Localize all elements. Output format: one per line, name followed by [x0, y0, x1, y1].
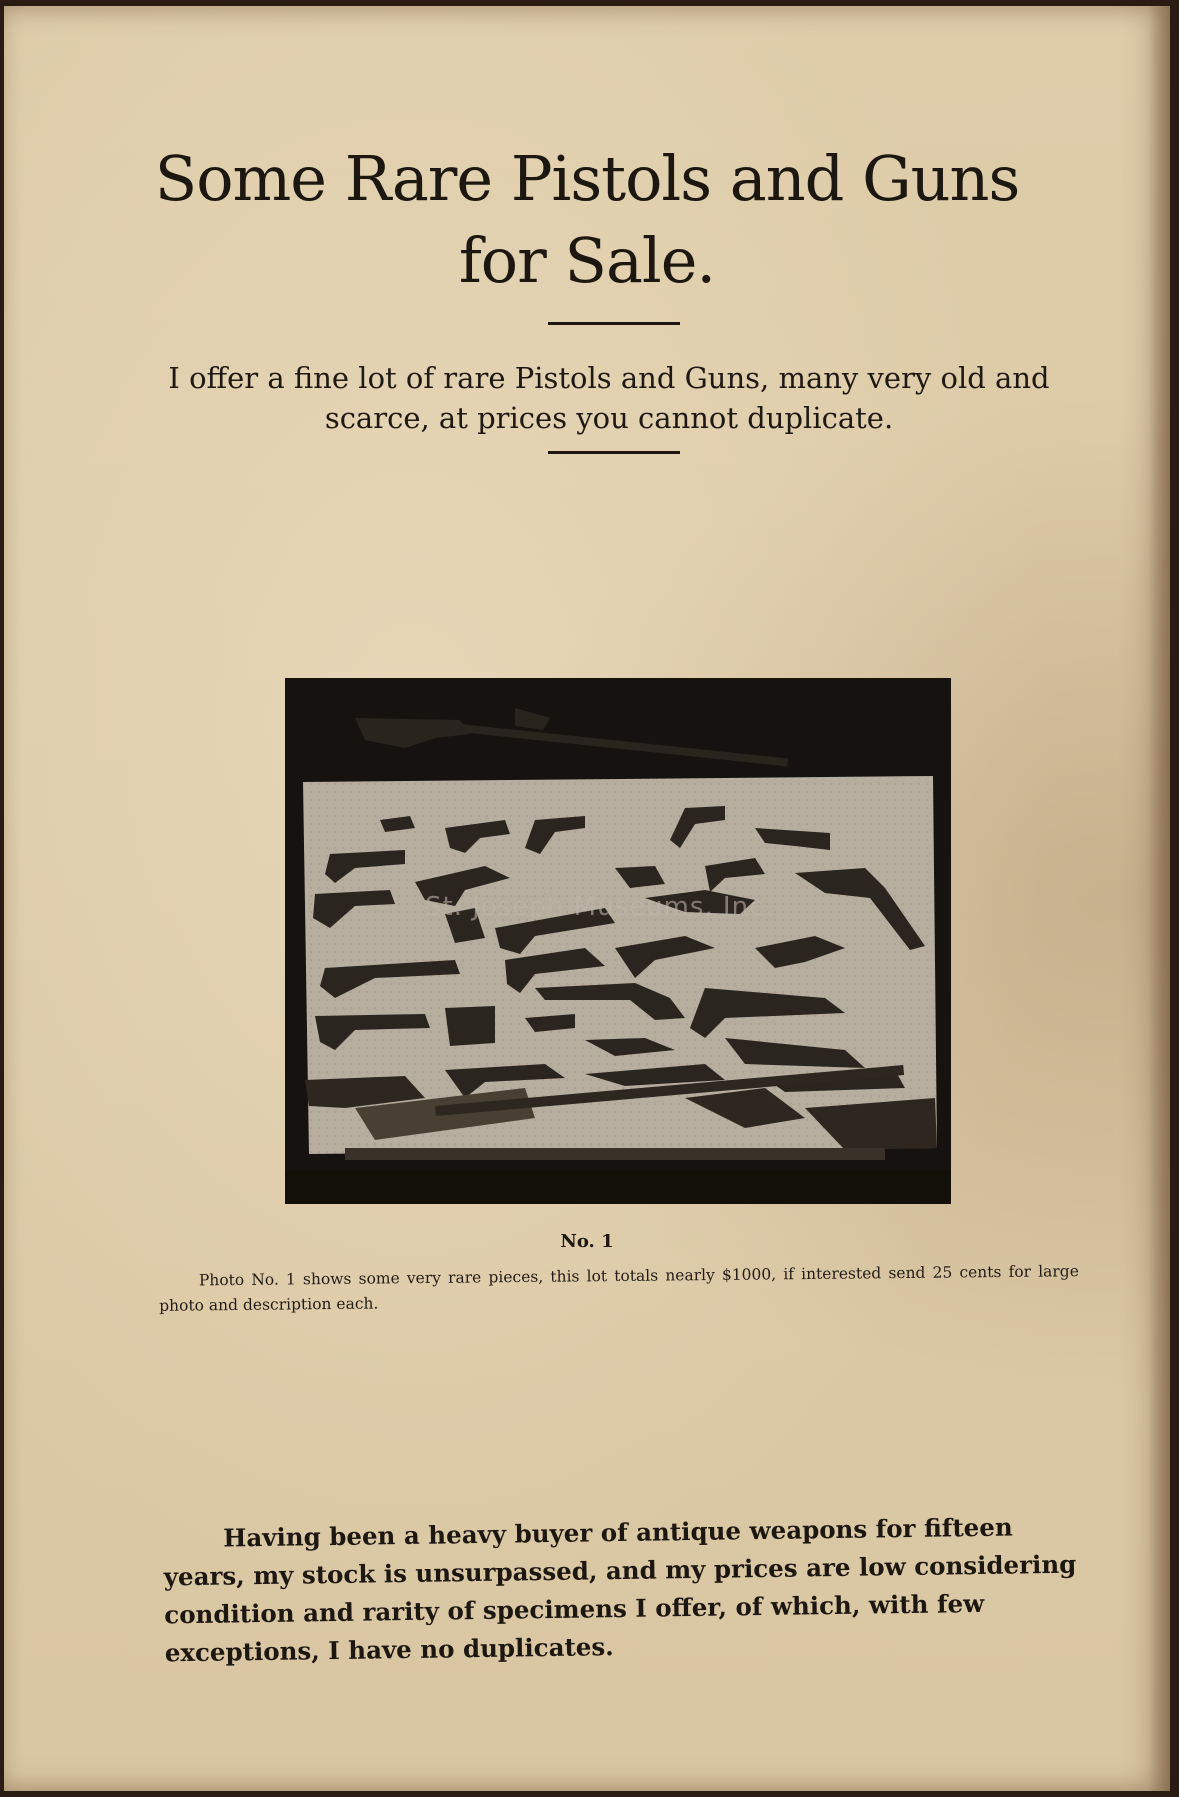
weapons-photo-illustration — [285, 678, 951, 1204]
museum-watermark: St. Joseph Museums, Inc. — [425, 892, 774, 922]
divider-rule-top — [548, 322, 680, 325]
weapons-photograph — [285, 678, 951, 1204]
photo-caption-description: Photo No. 1 shows some very rare pieces, this lot totals nearly $1000, if interested send 25 cents for large photo and description each. — [159, 1262, 1079, 1315]
closing-paragraph: Having been a heavy buyer of antique weapons for fifteen years, my stock is unsurpassed, and my prices are low considering condition and rarity of specimens I offer, of which, with few exceptions, I have no duplicates. — [163, 1512, 1077, 1668]
page-title-line-2: for Sale. — [458, 224, 716, 297]
photo-caption-number: No. 1 — [560, 1231, 614, 1252]
page-title-line-1: Some Rare Pistols and Guns — [154, 142, 1020, 215]
intro-paragraph: I offer a fine lot of rare Pistols and Guns, many very old and scarce, at prices you cannot duplicate. — [168, 361, 1050, 435]
catalog-page — [4, 6, 1170, 1791]
divider-rule-bottom — [548, 451, 680, 454]
